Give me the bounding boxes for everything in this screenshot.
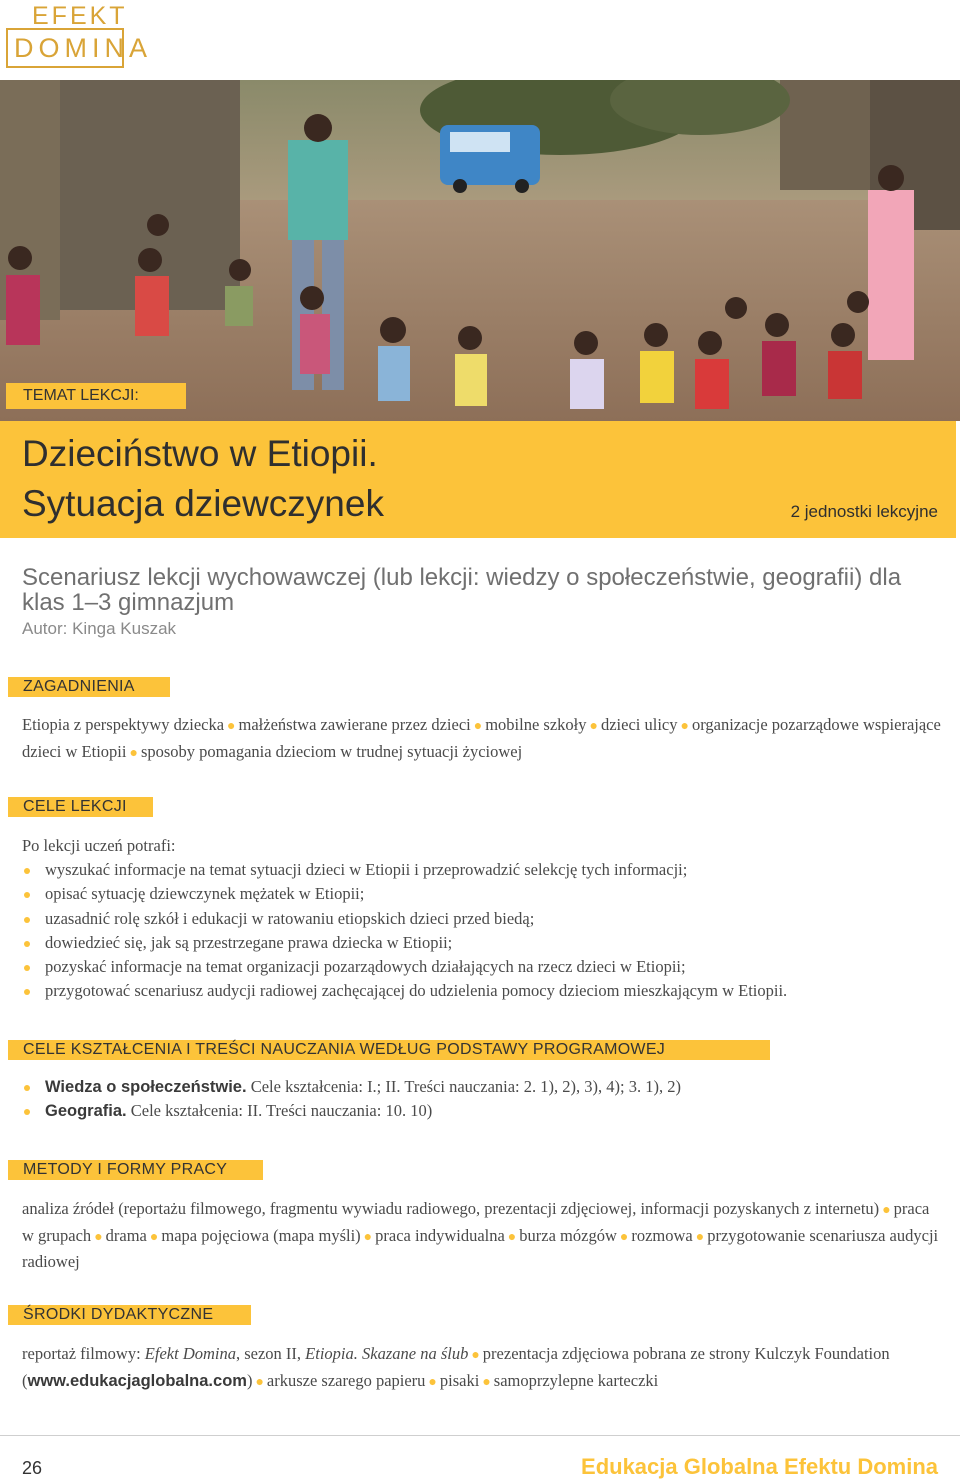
list-item — [22, 1075, 942, 1099]
list-item: opisać sytuację dziewczynek mężatek w Etiopii; — [22, 882, 942, 906]
resource-text: pisaki — [439, 1370, 480, 1390]
subject-name: Geografia. — [45, 1102, 127, 1121]
list-item — [22, 1099, 942, 1123]
method-item: analiza źródeł (reportażu filmowego, fragmentu wywiadu radiowego, prezentacji zdjęciowej, informacji pozyskanych z internetu) — [22, 1199, 880, 1218]
subject-name: Wiedza o społeczeństwie. — [45, 1078, 247, 1096]
ksztalcenie-list — [22, 1075, 942, 1124]
zagadnienia-text — [22, 713, 942, 766]
bullet-icon: ● — [149, 1229, 159, 1245]
method-item: praca indywidualna — [375, 1225, 505, 1245]
section-label-metody: METODY I FORMY PRACY — [8, 1160, 263, 1180]
topic-item: Etiopia z perspektywy dziecka — [22, 715, 225, 734]
page-title-line2: Sytuacja dziewczynek — [22, 483, 384, 524]
bullet-icon: ● — [507, 1229, 517, 1245]
section-label-zagadnienia: ZAGADNIENIA — [8, 677, 170, 697]
bullet-icon: ● — [227, 719, 236, 734]
metody-text — [22, 1197, 942, 1275]
bullet-icon: ● — [680, 719, 689, 734]
lesson-units: 2 jednostki lekcyjne — [790, 502, 938, 521]
subject-details: Cele kształcenia: I.; II. Treści nauczania: 2. 1), 2), 3), 4); 3. 1), 2) — [246, 1077, 681, 1096]
method-item: drama — [105, 1225, 147, 1245]
list-item: przygotować scenariusz audycji radiowej zachęcającej do udzielenia pomocy dzieciom mieszkającym w Etiopii. — [22, 979, 942, 1003]
method-item: rozmowa — [631, 1225, 693, 1245]
list-item: dowiedzieć się, jak są przestrzegane prawa dziecka w Etiopii; — [22, 931, 942, 955]
method-item: mapa pojęciowa (mapa myśli) — [161, 1225, 361, 1245]
logo-bottom-text: DOMINA — [14, 33, 152, 63]
srodki-text — [22, 1342, 942, 1395]
section-label-ksztalcenie: CELE KSZTAŁCENIA I TREŚCI NAUCZANIA WEDŁUG PODSTAWY PROGRAMOWEJ — [8, 1040, 770, 1060]
bullet-icon: ● — [471, 1348, 480, 1363]
subject-details: Cele kształcenia: II. Treści nauczania: 10. 10) — [126, 1101, 433, 1121]
page-title-line1: Dzieciństwo w Etiopii. — [22, 433, 378, 474]
resource-text: prezentacja zdjęciowa pobrana ze strony Kulczyk Foundation ( — [22, 1344, 890, 1390]
resource-text: reportaż filmowy: — [22, 1344, 145, 1363]
bullet-icon: ● — [482, 1374, 491, 1390]
topic-item: mobilne szkoły — [485, 715, 587, 734]
resource-text: arkusze szarego papieru — [266, 1370, 426, 1390]
resource-text: ) — [246, 1370, 253, 1390]
subtitle: Scenariusz lekcji wychowawczej (lub lekcji: wiedzy o społeczeństwie, geografii) dla klas 1–3 gimnazjum — [22, 564, 902, 616]
ksztalcenie-list-container — [22, 1075, 942, 1124]
section-label-cele: CELE LEKCJI — [8, 797, 153, 817]
website-link[interactable]: www.edukacjaglobalna.com — [27, 1371, 247, 1390]
topic-item: organizacje pozarządowe wspierające dzieci w Etiopii — [22, 715, 941, 761]
bullet-icon: ● — [255, 1374, 264, 1390]
film-title: Efekt Domina — [144, 1344, 236, 1363]
logo-top-text: EFEKT — [32, 2, 128, 30]
photo-icon — [0, 80, 960, 421]
resource-text: samoprzylepne karteczki — [493, 1370, 659, 1390]
list-item: wyszukać informacje na temat sytuacji dzieci w Etiopii i przeprowadzić selekcję tych informacji; — [22, 858, 942, 882]
episode-title: Etiopia. Skazane na ślub — [305, 1344, 469, 1363]
author: Autor: Kinga Kuszak — [22, 619, 177, 638]
resource-text: , sezon II, — [235, 1344, 306, 1363]
list-item: uzasadnić rolę szkół i edukacji w ratowaniu etiopskich dzieci przed biedą; — [22, 907, 942, 931]
method-item: praca w grupach — [22, 1199, 930, 1245]
hero-photo — [0, 80, 960, 421]
cele-list — [22, 858, 942, 1004]
page-number: 26 — [22, 1458, 43, 1478]
bullet-icon: ● — [882, 1203, 891, 1218]
footer-divider — [0, 1435, 960, 1436]
cele-list-container — [22, 858, 942, 1004]
topic-item: małżeństwa zawierane przez dzieci — [238, 715, 471, 734]
logo — [6, 2, 152, 70]
method-item: burza mózgów — [519, 1225, 617, 1245]
footer-title: Edukacja Globalna Efektu Domina — [581, 1454, 938, 1479]
bullet-icon: ● — [695, 1229, 705, 1245]
section-label-srodki: ŚRODKI DYDAKTYCZNE — [8, 1305, 251, 1325]
topic-label: TEMAT LEKCJI: — [6, 383, 186, 409]
bullet-icon: ● — [619, 1229, 629, 1245]
bullet-icon: ● — [94, 1229, 103, 1245]
cele-intro: Po lekcji uczeń potrafi: — [22, 836, 176, 855]
topic-item: dzieci ulicy — [600, 715, 678, 734]
bullet-icon: ● — [129, 745, 138, 761]
method-item: przygotowanie scenariusza audycji radiowej — [22, 1225, 939, 1271]
bullet-icon: ● — [428, 1374, 437, 1390]
bullet-icon: ● — [473, 719, 483, 734]
bullet-icon: ● — [363, 1229, 373, 1245]
list-item: pozyskać informacje na temat organizacji pozarządowych działających na rzecz dzieci w Etiopii; — [22, 955, 942, 979]
bullet-icon: ● — [589, 719, 598, 734]
topic-item: sposoby pomagania dzieciom w trudnej sytuacji życiowej — [140, 741, 523, 761]
